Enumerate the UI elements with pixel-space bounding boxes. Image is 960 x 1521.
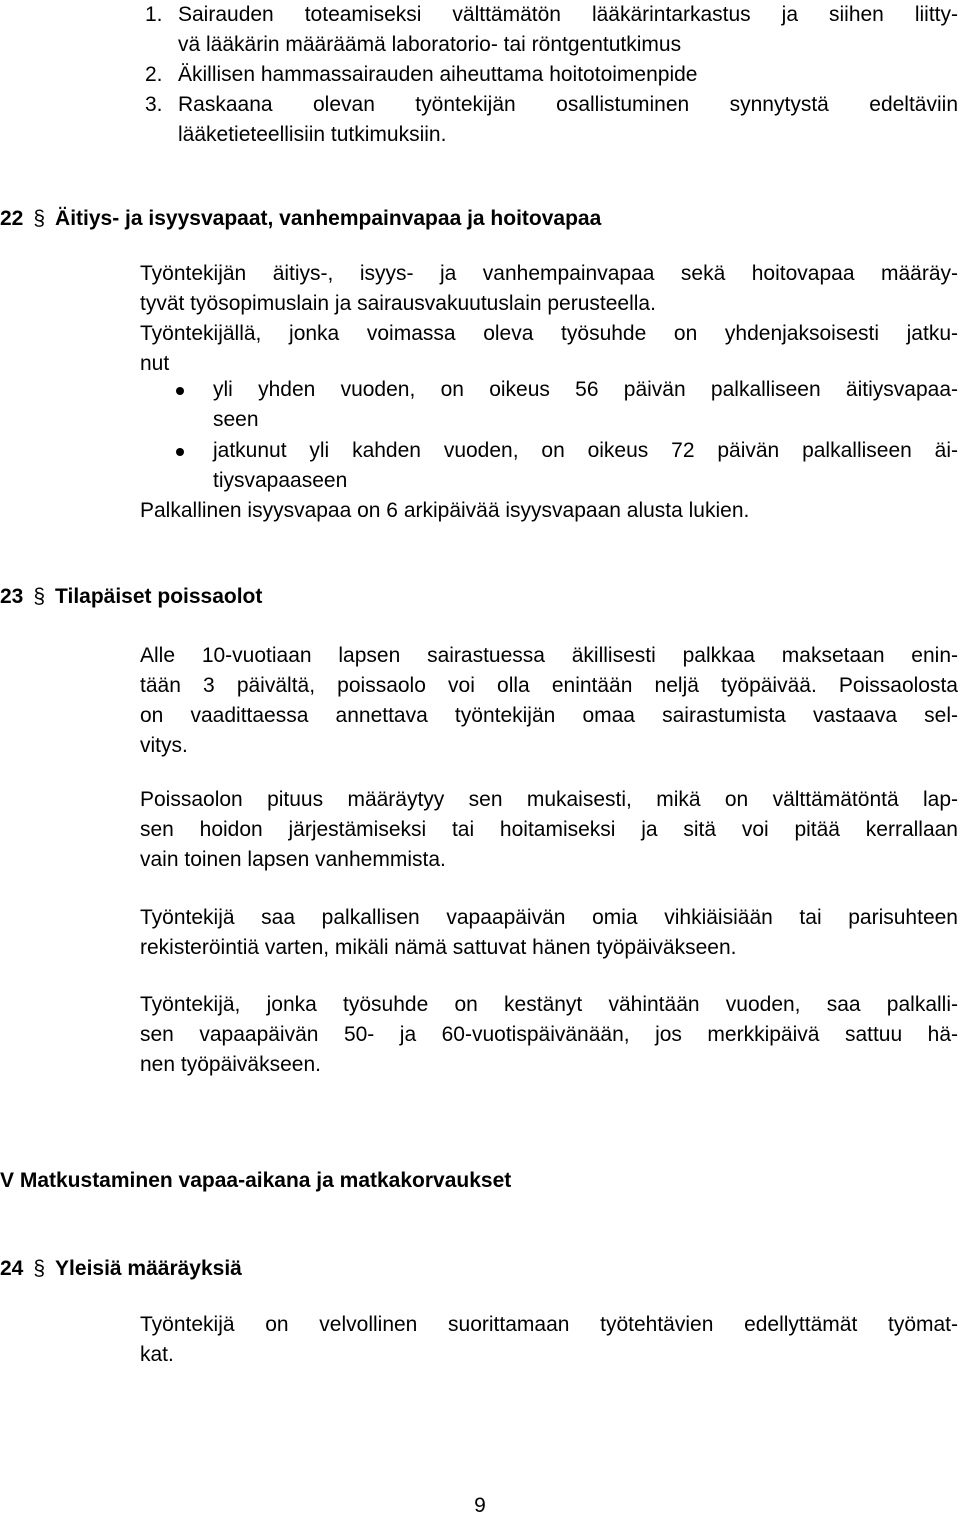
list-item: [178, 60, 958, 90]
section-number: 22: [0, 207, 24, 230]
paragraph-line: Poissaolon pituus määräytyy sen mukaisesti, mikä on välttämätöntä lap-: [140, 788, 958, 811]
bullet-item: [213, 375, 958, 435]
section-title: Yleisiä määräyksiä: [55, 1257, 242, 1280]
list-item-line: Raskaana olevan työntekijän osallistuminen synnytystä edeltäviin: [178, 93, 958, 116]
paragraph-line: tään 3 päivältä, poissaolo voi olla enintään neljä työpäivää. Poissaolosta: [140, 674, 958, 697]
section-symbol: §: [33, 207, 46, 230]
paragraph-line: sen hoidon järjestämiseksi tai hoitamiseksi ja sitä voi pitää kerrallaan: [140, 818, 958, 841]
list-item-line: Äkillisen hammassairauden aiheuttama hoitotoimenpide: [178, 63, 698, 86]
section-number: 23: [0, 585, 24, 608]
paragraph-line: nut: [140, 352, 170, 375]
bullet-icon: [176, 387, 184, 395]
paragraph: [140, 990, 958, 1080]
paragraph-line: sen vapaapäivän 50- ja 60-vuotispäivänään, jos merkkipäivä sattuu hä-: [140, 1023, 958, 1046]
section-symbol: §: [33, 1257, 46, 1280]
paragraph: [140, 1310, 958, 1370]
paragraph-line: rekisteröintiä varten, mikäli nämä sattuvat hänen työpäiväkseen.: [140, 936, 737, 959]
paragraph-line: nen työpäiväkseen.: [140, 1053, 321, 1076]
paragraph-line: Palkallinen isyysvapaa on 6 arkipäivää isyysvapaan alusta lukien.: [140, 499, 750, 522]
paragraph-line: Työntekijä saa palkallisen vapaapäivän omia vihkiäisiään tai parisuhteen: [140, 906, 958, 929]
section-24-heading: [0, 1254, 242, 1284]
list-number: 3.: [145, 93, 163, 116]
paragraph: [140, 496, 958, 526]
paragraph: [140, 641, 958, 761]
paragraph-line: Työntekijä, jonka työsuhde on kestänyt vähintään vuoden, saa palkalli-: [140, 993, 958, 1016]
bullet-line: tiysvapaaseen: [213, 469, 348, 492]
paragraph-line: Työntekijän äitiys-, isyys- ja vanhempainvapaa sekä hoitovapaa määräy-: [140, 262, 958, 285]
section-23-heading: [0, 582, 262, 612]
section-22-heading: [0, 204, 601, 234]
list-item: [178, 90, 958, 150]
paragraph-line: Työntekijällä, jonka voimassa oleva työsuhde on yhdenjaksoisesti jatku-: [140, 322, 958, 345]
paragraph-line: Työntekijä on velvollinen suorittamaan työtehtävien edellyttämät työmat-: [140, 1313, 958, 1336]
section-title: Äitiys- ja isyysvapaat, vanhempainvapaa ja hoitovapaa: [55, 207, 602, 230]
list-item-line: Sairauden toteamiseksi välttämätön lääkärintarkastus ja siihen liitty-: [178, 3, 958, 26]
paragraph: [140, 785, 958, 875]
list-number: 2.: [145, 63, 163, 86]
list-item: [178, 0, 958, 60]
paragraph-line: vain toinen lapsen vanhemmista.: [140, 848, 446, 871]
paragraph-line: Alle 10-vuotiaan lapsen sairastuessa äkillisesti palkkaa maksetaan enin-: [140, 644, 958, 667]
paragraph-line: vitys.: [140, 734, 188, 757]
paragraph: [140, 259, 958, 379]
list-item-line: lääketieteellisiin tutkimuksiin.: [178, 123, 447, 146]
bullet-line: jatkunut yli kahden vuoden, on oikeus 72 päivän palkalliseen äi-: [213, 439, 958, 462]
bullet-icon: [176, 448, 184, 456]
paragraph-line: on vaadittaessa annettava työntekijän omaa sairastumista vastaava sel-: [140, 704, 958, 727]
bullet-item: [213, 436, 958, 496]
bullet-line: seen: [213, 408, 259, 431]
section-title: Tilapäiset poissaolot: [55, 585, 263, 608]
section-symbol: §: [33, 585, 46, 608]
section-number: 24: [0, 1257, 24, 1280]
bullet-line: yli yhden vuoden, on oikeus 56 päivän palkalliseen äitiysvapaa-: [213, 378, 958, 401]
paragraph-line: kat.: [140, 1343, 174, 1366]
paragraph-line: tyvät työsopimuslain ja sairausvakuutuslain perusteella.: [140, 292, 656, 315]
paragraph: [140, 903, 958, 963]
list-number: 1.: [145, 3, 163, 26]
chapter-heading: V Matkustaminen vapaa-aikana ja matkakorvaukset: [0, 1169, 512, 1192]
list-item-line: vä lääkärin määräämä laboratorio- tai röntgentutkimus: [178, 33, 682, 56]
page-number: 9: [474, 1494, 486, 1517]
